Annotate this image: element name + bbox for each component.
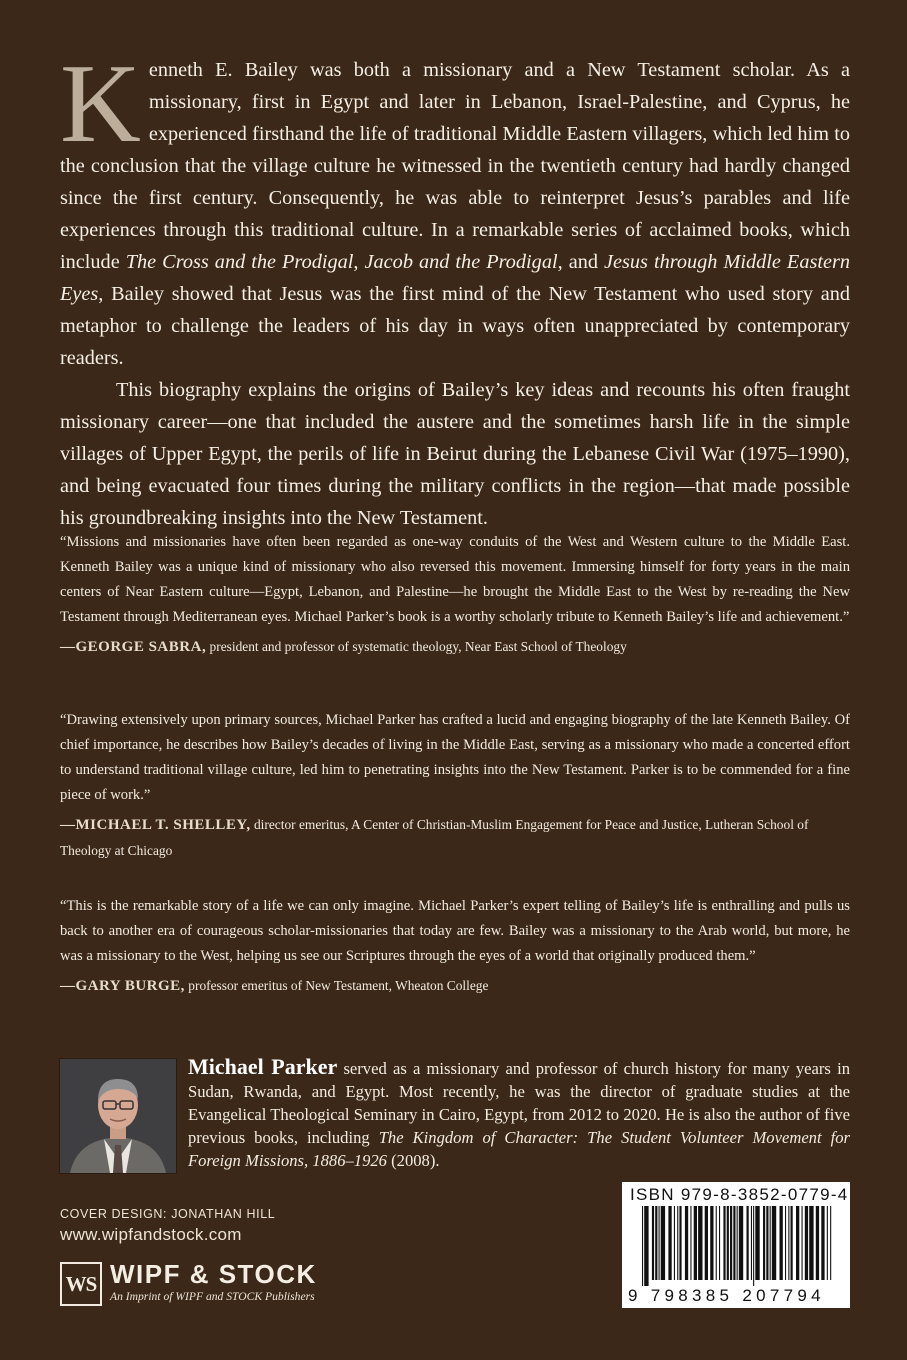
- barcode-bar: [659, 1206, 660, 1280]
- author-bio-text: served as a missionary and professor of church history for many years in Sudan, Rwanda, and Egypt. Most recently, he was the director of graduate studies at the Evangelical Theological Seminary in Cairo, Egypt, from 2012 to 2020. He is also the author of five previous books, including: [188, 1059, 850, 1147]
- separator: , and: [557, 251, 604, 273]
- endorsement-quote: “Missions and missionaries have often been regarded as one-way conduits of the West and Western culture to the Middle East. Kenneth Bailey was a unique kind of missionary who also reversed this movement. Immersing himself for forty years in the main centers of Near Eastern culture—Egypt, Lebanon, and Palestine—he brought the Middle East to the West by re-reading the New Testament through Mediterranean eyes. Michael Parker’s book is a worthy scholarly tribute to Kenneth Bailey’s life and achievement.”: [60, 534, 850, 625]
- barcode-bar: [694, 1206, 697, 1280]
- barcode-bar: [830, 1206, 831, 1280]
- barcode-bar: [747, 1206, 749, 1280]
- barcode-bar: [677, 1206, 678, 1280]
- barcode-bar: [763, 1206, 765, 1280]
- barcode-bar: [668, 1206, 671, 1280]
- barcode-bar: [802, 1206, 803, 1280]
- barcode-bar: [796, 1206, 799, 1280]
- separator: ,: [353, 251, 365, 273]
- drop-cap: K: [60, 42, 141, 166]
- endorsement: [60, 708, 850, 864]
- barcode-bars: [622, 1206, 850, 1286]
- endorser-title: director emeritus, A Center of Christian-Muslim Engagement for Peace and Justice, Lutheran School of Theology at Chicago: [60, 817, 809, 858]
- barcode-bar: [739, 1206, 743, 1280]
- barcode-bar: [655, 1206, 657, 1280]
- book-title: The Cross and the Prodigal: [125, 251, 354, 273]
- barcode-bar: [772, 1206, 776, 1280]
- publisher-logo: [60, 1259, 370, 1312]
- endorsement: [60, 894, 850, 999]
- barcode-bar: [770, 1206, 771, 1280]
- description-paragraph-2: This biography explains the origins of Bailey’s key ideas and recounts his often fraught missionary career—one that included the austere and the sometimes harsh life in the simple villages of Upper Egypt, the perils of life in Beirut during the Lebanese Civil War (1975–1990), and being evacuated four times during the military conflicts in the region—that made possible his groundbreaking insights into the New Testament.: [60, 379, 850, 529]
- book-title: The Kingdom of Character: The Student Volunteer Movement for Foreign Missions, 1886–1926: [188, 1128, 850, 1170]
- barcode-bar: [821, 1206, 824, 1280]
- ws-logo-icon: WS: [60, 1262, 102, 1306]
- barcode-bar: [780, 1206, 783, 1280]
- endorsement-attribution: [60, 634, 850, 660]
- barcode-bar: [827, 1206, 828, 1280]
- barcode-bar: [755, 1206, 759, 1280]
- barcode-bar: [710, 1206, 713, 1280]
- cover-design-credit: COVER DESIGN: JONATHAN HILL: [60, 1207, 276, 1221]
- author-bio: [188, 1055, 850, 1172]
- endorser-title: professor emeritus of New Testament, Wheaton College: [184, 978, 489, 993]
- endorsement: [60, 530, 850, 660]
- barcode-bar: [685, 1206, 688, 1280]
- barcode-bar: [652, 1206, 654, 1280]
- barcode-bar: [698, 1206, 702, 1280]
- endorsement-quote: “Drawing extensively upon primary sources, Michael Parker has crafted a lucid and engaging biography of the late Kenneth Bailey. Of chief importance, he describes how Bailey’s decades of living in the Middle East, serving as a missionary who made a concerted effort to understand traditional village culture, led him to penetrating insights into the New Testament. Parker is to be commended for a fine piece of work.”: [60, 712, 850, 803]
- description-text: enneth E. Bailey was both a missionary and a New Testament scholar. As a missionary, first in Egypt and later in Lebanon, Israel-Palestine, and Cyprus, he experienced firsthand the life of traditional Middle Eastern villagers, which led him to the conclusion that the village culture he witnessed in the twentieth century had hardly changed since the first century. Consequently, he was able to reinterpret Jesus’s parables and life experiences through this traditional culture. In a remarkable series of acclaimed books, which include: [60, 59, 850, 273]
- endorser-name: —GEORGE SABRA,: [60, 639, 207, 655]
- publisher-tagline: An Imprint of WIPF and STOCK Publishers: [110, 1290, 315, 1303]
- barcode-bar: [753, 1206, 754, 1286]
- barcode-bar: [816, 1206, 819, 1280]
- endorsement-attribution: [60, 812, 850, 864]
- author-photo: [60, 1059, 176, 1173]
- author-portrait-image: [60, 1059, 176, 1173]
- barcode-bar: [727, 1206, 729, 1280]
- barcode-bar: [730, 1206, 732, 1280]
- barcode-bar: [805, 1206, 808, 1280]
- book-title: Jacob and the Prodigal: [364, 251, 558, 273]
- endorsement-attribution: [60, 973, 850, 999]
- publisher-name: WIPF & STOCK: [110, 1259, 317, 1289]
- barcode-bar: [719, 1206, 720, 1280]
- book-title: Jesus through Middle Eastern Eyes: [60, 251, 851, 305]
- ean-number: 9 798385 207794: [628, 1286, 825, 1305]
- endorser-title: president and professor of systematic theology, Near East School of Theology: [206, 639, 627, 654]
- barcode: [622, 1182, 850, 1308]
- website-link[interactable]: www.wipfandstock.com: [60, 1225, 242, 1244]
- barcode-bar: [737, 1206, 738, 1280]
- barcode-bar: [674, 1206, 675, 1280]
- author-bio-text: (2008).: [386, 1151, 440, 1170]
- barcode-bar: [716, 1206, 717, 1280]
- description: [60, 42, 851, 534]
- barcode-bar: [679, 1206, 681, 1280]
- barcode-bar: [642, 1206, 643, 1286]
- description-text: , Bailey showed that Jesus was the first mind of the New Testament who used story and metaphor to challenge the leaders of his day in ways often unappreciated by contemporary readers.: [60, 283, 850, 369]
- barcode-bar: [791, 1206, 793, 1280]
- barcode-bar: [809, 1206, 813, 1280]
- barcode-bar: [690, 1206, 691, 1280]
- description-paragraph-1: [60, 42, 851, 374]
- barcode-bar: [751, 1206, 752, 1280]
- barcode-bar: [644, 1206, 648, 1286]
- barcode-bar: [661, 1206, 665, 1280]
- credits: [60, 1207, 275, 1245]
- barcode-bar: [733, 1206, 735, 1280]
- author-name: Michael Parker: [188, 1054, 338, 1079]
- barcode-bar: [788, 1206, 789, 1280]
- barcode-bar: [766, 1206, 768, 1280]
- isbn-number: ISBN 979-8-3852-0779-4: [630, 1185, 849, 1204]
- endorser-name: —GARY BURGE,: [60, 978, 185, 994]
- barcode-bar: [785, 1206, 786, 1280]
- endorser-name: —MICHAEL T. SHELLEY,: [60, 817, 251, 833]
- barcode-bar: [723, 1206, 725, 1280]
- barcode-bar: [705, 1206, 708, 1280]
- endorsement-quote: “This is the remarkable story of a life we can only imagine. Michael Parker’s expert telling of Bailey’s life is enthralling and pulls us back to another era of courageous scholar-missionaries that today are few. Bailey was a missionary to the Arab world, but more, he was a missionary to the West, helping us see our Scriptures through the eyes of a world that originally produced them.”: [60, 898, 850, 964]
